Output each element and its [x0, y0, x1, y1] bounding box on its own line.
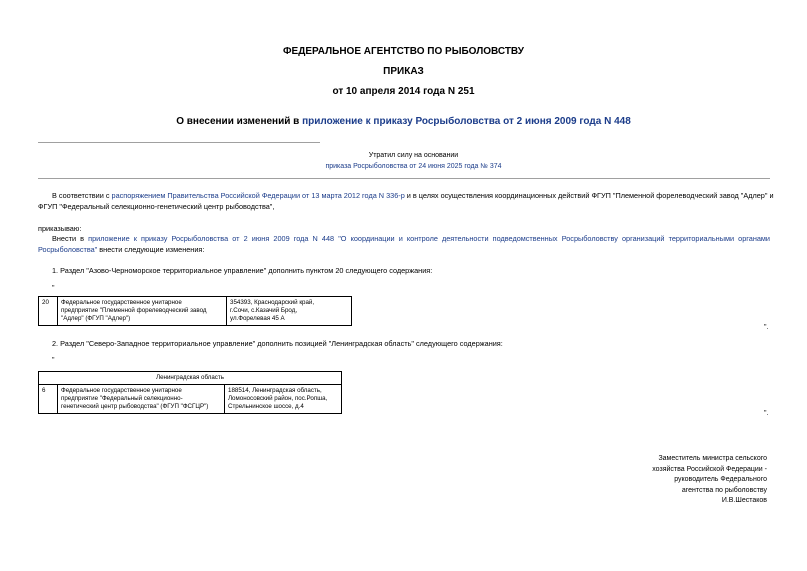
signature-line: агентства по рыболовству [681, 486, 767, 494]
doc-title-prefix: О внесении изменений в [176, 116, 303, 127]
org-cell [58, 385, 225, 414]
status-note-line1: Утратил силу на основании [368, 152, 459, 159]
row-number: 6 [39, 385, 58, 414]
note-divider-top [38, 142, 320, 143]
address-line: г.Сочи, с.Казачий Брод, [230, 307, 298, 314]
item1-text: 1. Раздел "Азово-Черноморское территориальное управление" дополнить пунктом 20 следующего содержания: [52, 266, 433, 275]
doc-title-link[interactable]: приложение к приказу Росрыболовства от 2 июня 2009 года N 448 [302, 116, 631, 127]
org-cell [58, 297, 227, 326]
item1-table [38, 296, 352, 326]
doc-title [0, 116, 807, 127]
org-line: предприятие "Федеральный селекционно- [61, 395, 183, 402]
org-line: Федеральное государственное унитарное [61, 299, 182, 306]
item2-text: 2. Раздел "Северо-Западное территориальное управление" дополнить позицией "Ленинградская область" следующего содержания: [52, 339, 503, 348]
region-header: Ленинградская область [39, 372, 342, 385]
org-line: предприятие "Племенной форелеводческий завод [61, 307, 207, 314]
signature-block [567, 454, 767, 507]
agency-name: ФЕДЕРАЛЬНОЕ АГЕНТСТВО ПО РЫБОЛОВСТВУ [283, 46, 524, 57]
amended-order-link[interactable]: приложение к приказу Росрыболовства от 2 июня 2009 года N 448 "О координации и контроле деятельности подведомственных Росрыболовству организаций территориальными органами [88, 234, 771, 243]
table-row [39, 372, 342, 385]
doc-date-number: от 10 апреля 2014 года N 251 [332, 86, 475, 97]
org-line: Федеральное государственное унитарное [61, 387, 182, 394]
preamble-line1 [52, 191, 772, 201]
org-line: генетический центр рыбоводства" (ФГУП "ФСГЦР") [61, 403, 209, 410]
item2-close-quote: ". [764, 410, 769, 417]
amended-order-link-cont[interactable]: Росрыболовства" [38, 245, 98, 254]
preamble-text: В соответствии с [52, 191, 112, 200]
amend-text-cont: внести следующие изменения: [97, 245, 205, 254]
org-line: "Адлер" (ФГУП "Адлер") [61, 315, 131, 322]
doc-type: ПРИКАЗ [383, 66, 424, 77]
address-line: ул.Форелевая 45 А [230, 315, 285, 322]
preamble-text-cont: и в целях осуществления координационных действий ФГУП "Племенной форелеводческий завод "Адлер" и [404, 191, 774, 200]
signature-line: Заместитель министра сельского [658, 455, 767, 462]
amend-line2 [38, 245, 204, 255]
amend-line1 [52, 234, 770, 244]
item1-close-quote: ". [764, 324, 769, 331]
item2-table [38, 371, 342, 414]
note-divider-bottom [38, 178, 770, 179]
address-line: 188514, Ленинградская область, [228, 387, 322, 394]
table-row [39, 385, 342, 414]
address-line: Ломоносовский район, пос.Ропша, [228, 395, 328, 402]
address-line: 354393, Краснодарский край, [230, 299, 315, 306]
order-word: приказываю: [38, 224, 82, 233]
status-note-link[interactable]: приказа Росрыболовства от 24 июня 2025 года № 374 [325, 163, 502, 170]
item1-open-quote: " [52, 285, 55, 292]
item2-open-quote: " [52, 357, 55, 364]
address-cell [227, 297, 352, 326]
amend-text: Внести в [52, 234, 89, 243]
address-cell [225, 385, 342, 414]
row-number: 20 [39, 297, 58, 326]
government-order-link[interactable]: распоряжением Правительства Российской Федерации от 13 марта 2012 года N 336-р [111, 191, 405, 200]
signature-line: руководитель Федерального [674, 476, 767, 484]
signature-name: И.В.Шестаков [721, 497, 767, 505]
table-row [39, 297, 352, 326]
address-line: Стрельнинское шоссе, д.4 [228, 403, 304, 410]
signature-line: хозяйства Российской Федерации - [652, 465, 767, 473]
preamble-line2: ФГУП "Федеральный селекционно-генетический центр рыбоводства", [38, 202, 275, 211]
